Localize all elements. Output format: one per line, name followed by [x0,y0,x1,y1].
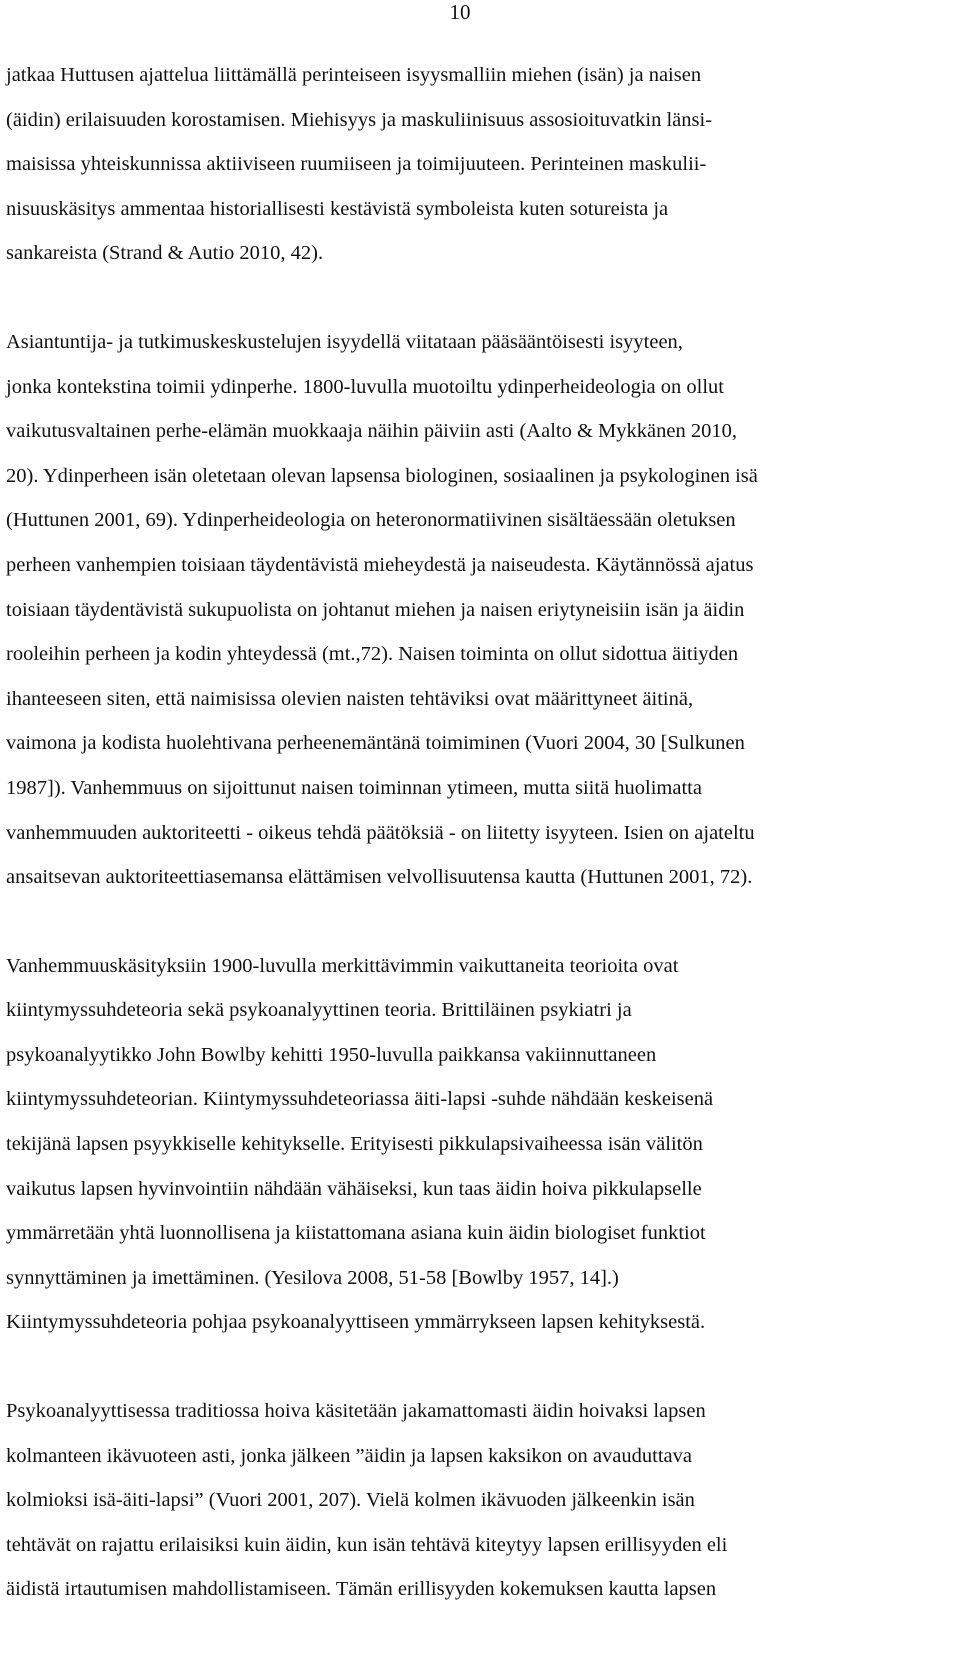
text-line: jatkaa Huttusen ajattelua liittämällä perinteiseen isyysmalliin miehen (isän) ja naisen [6,64,702,86]
paragraph-nuclear-family [6,320,952,900]
text-line: Kiintymyssuhdeteoria pohjaa psykoanalyyttiseen ymmärrykseen lapsen kehityksestä. [6,1311,706,1334]
text-line: perheen vanhempien toisiaan täydentävistä mieheydestä ja naiseudesta. Käytännössä ajatus [6,553,754,576]
paragraph-psychoanalytic-tradition [6,1389,952,1612]
text-line: 1987]). Vanhemmuus on sijoittunut naisen toiminnan ytimeen, mutta siitä huolimatta [6,776,702,799]
text-line: maisissa yhteiskunnissa aktiiviseen ruumiiseen ja toimijuuteen. Perinteinen maskulii- [6,153,707,176]
text-line: Asiantuntija- ja tutkimuskeskustelujen isyydellä viitataan pääsääntöisesti isyyteen, [6,330,683,353]
body-text [6,53,952,1612]
text-line: synnyttäminen ja imettäminen. (Yesilova 2008, 51-58 [Bowlby 1957, 14].) [6,1266,619,1289]
text-line: (äidin) erilaisuuden korostamisen. Miehisyys ja maskuliinisuus assosioituvatkin länsi- [6,108,713,131]
text-line: vaimona ja kodista huolehtivana perheenemäntänä toimiminen (Vuori 2004, 30 [Sulkunen [6,732,745,755]
text-line: rooleihin perheen ja kodin yhteydessä (mt.,72). Naisen toiminta on ollut sidottua äitiyden [6,643,739,666]
text-line: psykoanalyytikko John Bowlby kehitti 1950-luvulla paikkansa vakiinnuttaneen [6,1043,657,1066]
text-line: tehtävät on rajattu erilaisiksi kuin äidin, kun isän tehtävä kiteytyy lapsen erillisyyden eli [6,1533,728,1556]
text-line: kiintymyssuhdeteorian. Kiintymyssuhdeteoriassa äiti-lapsi -suhde nähdään keskeisenä [6,1088,714,1111]
text-line: ihanteeseen siten, että naimisissa olevien naisten tehtäviksi ovat määrittyneet äitinä, [6,687,694,710]
page-number: 10 [449,0,471,24]
text-line: tekijänä lapsen psyykkiselle kehitykselle. Erityisesti pikkulapsivaiheessa isän välitön [6,1133,703,1156]
text-line: sankareista (Strand & Autio 2010, 42). [6,242,324,265]
text-line: Psykoanalyyttisessa traditiossa hoiva käsitetään jakamattomasti äidin hoivaksi lapsen [6,1400,706,1423]
paragraph-masculinity [6,53,952,276]
text-line: ansaitsevan auktoriteettiasemansa elättämisen velvollisuutensa kautta (Huttunen 2001, 72). [6,866,753,889]
text-line: äidistä irtautumisen mahdollistamiseen. Tämän erillisyyden kokemuksen kautta lapsen [6,1578,717,1601]
text-line: toisiaan täydentävistä sukupuolista on johtanut miehen ja naisen eriytyneisiin isän ja äidin [6,598,745,621]
text-line: (Huttunen 2001, 69). Ydinperheideologia on heteronormatiivinen sisältäessään oletuksen [6,509,736,532]
text-line: vaikutusvaltainen perhe-elämän muokkaaja näihin päiviin asti (Aalto & Mykkänen 2010, [6,420,737,443]
text-line: nisuuskäsitys ammentaa historiallisesti kestävistä symboleista kuten sotureista ja [6,197,669,220]
text-line: ymmärretään yhtä luonnollisena ja kiistattomana asiana kuin äidin biologiset funktiot [6,1222,706,1245]
text-line: kolmanteen ikävuoteen asti, jonka jälkeen ”äidin ja lapsen kaksikon on avauduttava [6,1444,692,1467]
text-line: 20). Ydinperheen isän oletetaan olevan lapsensa biologinen, sosiaalinen ja psykologinen isä [6,464,758,487]
text-line: Vanhemmuuskäsityksiin 1900-luvulla merkittävimmin vaikuttaneita teorioita ovat [6,954,679,977]
text-line: vanhemmuuden auktoriteetti - oikeus tehdä päätöksiä - on liitetty isyyteen. Isien on ajateltu [6,821,755,844]
text-line: jonka kontekstina toimii ydinperhe. 1800-luvulla muotoiltu ydinperheideologia on ollut [6,375,724,398]
text-line: kiintymyssuhdeteoria sekä psykoanalyyttinen teoria. Brittiläinen psykiatri ja [6,999,632,1022]
text-line: kolmioksi isä-äiti-lapsi” (Vuori 2001, 207). Vielä kolmen ikävuoden jälkeenkin isän [6,1489,695,1512]
text-line: vaikutus lapsen hyvinvointiin nähdään vähäiseksi, kun taas äidin hoiva pikkulapselle [6,1177,702,1200]
paragraph-attachment-theory [6,944,952,1345]
